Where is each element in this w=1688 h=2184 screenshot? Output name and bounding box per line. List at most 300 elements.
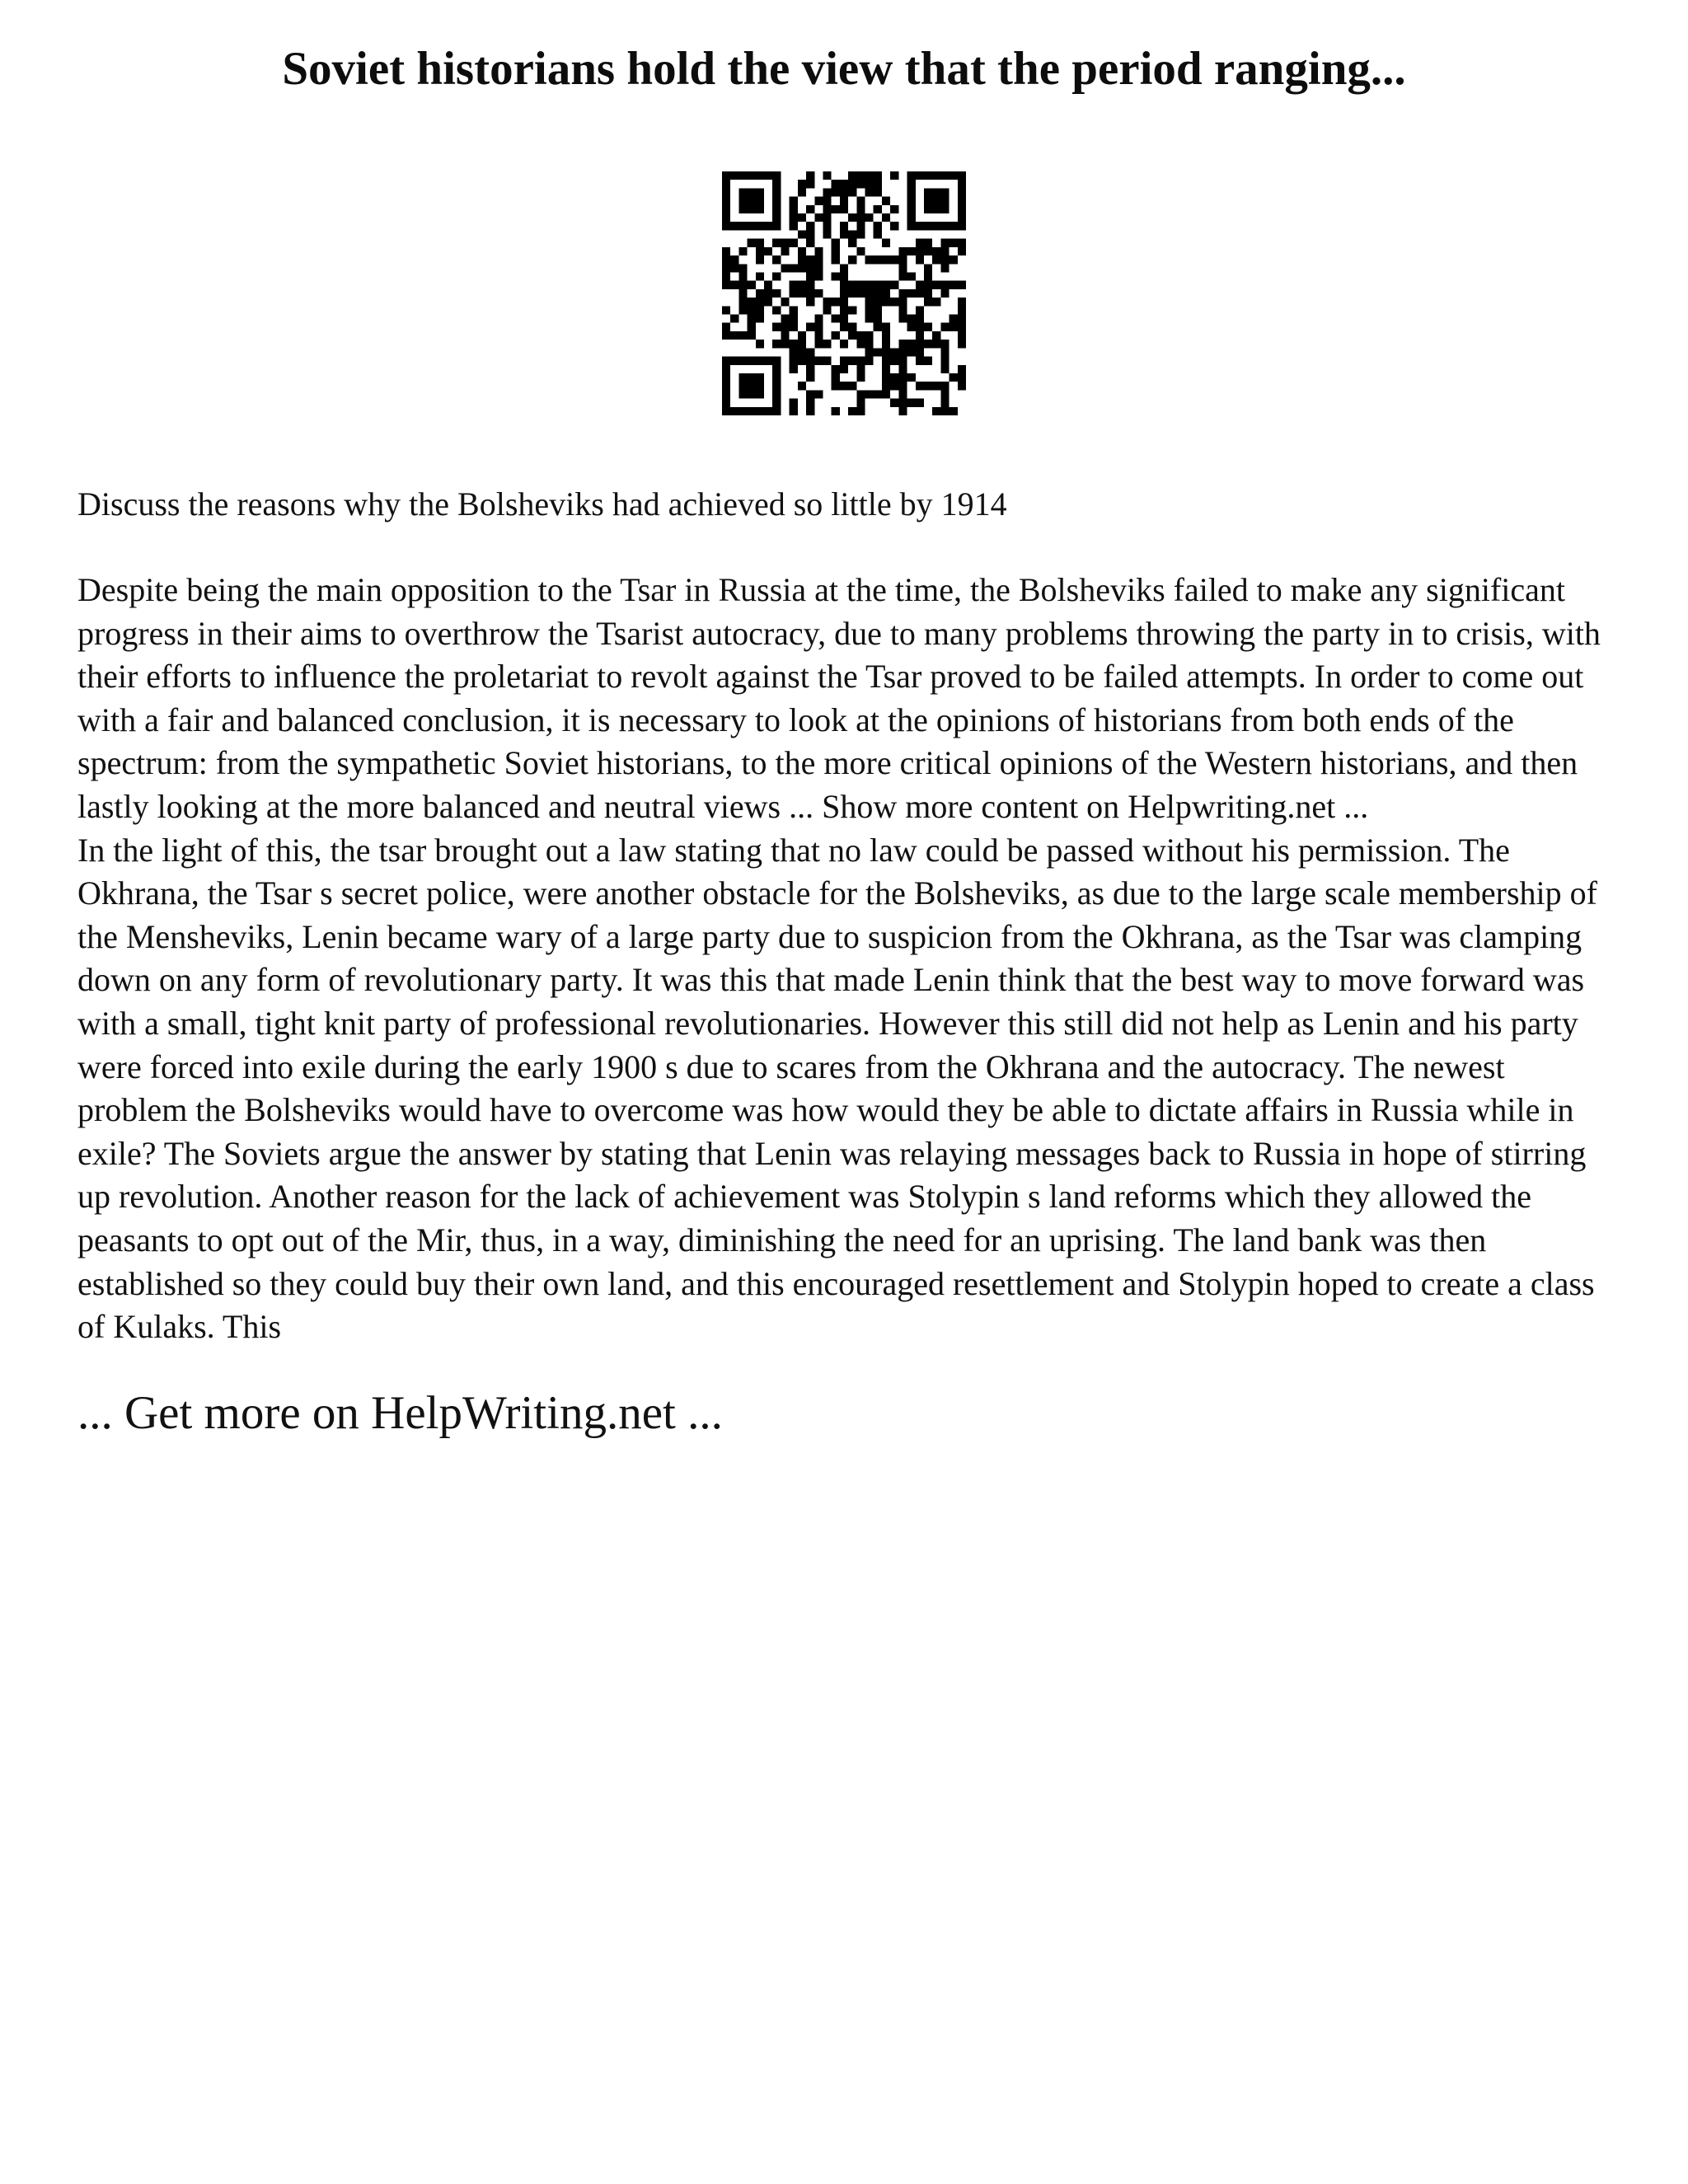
qr-module [856, 180, 865, 188]
essay-paragraph-1: Despite being the main opposition to the Tsar in Russia at the time, the Bolsheviks failed to make any significant progress in their aims to overthrow the Tsarist autocracy, due to many problems throwing the party in to crisis, with their efforts to influence the proletariat to revolt against the Tsar proved to be failed attempts. In order to come out with a fair and balanced conclusion, it is necessary to look at the opinions of historians from both ends of the spectrum: from the sympathetic Soviet historians, to the more critical opinions of the Western historians, and then lastly looking at the more balanced and neutral views ... Show more content on Helpwriting.net ... [77, 571, 1601, 825]
qr-module [940, 365, 949, 373]
qr-module [950, 323, 958, 331]
qr-module [950, 373, 958, 382]
qr-module [798, 247, 806, 255]
qr-module [814, 331, 823, 340]
qr-module [865, 390, 874, 398]
qr-module [756, 205, 764, 213]
qr-module [856, 331, 865, 340]
qr-module [790, 239, 798, 247]
qr-module [940, 323, 949, 331]
qr-module [882, 340, 890, 348]
qr-module [748, 382, 756, 390]
qr-module [798, 340, 806, 348]
qr-module [748, 357, 756, 365]
qr-module [832, 315, 840, 323]
qr-module [738, 382, 747, 390]
qr-module [772, 213, 781, 222]
qr-module [958, 247, 966, 255]
qr-module [823, 171, 831, 180]
qr-module [814, 272, 823, 280]
qr-module [907, 247, 916, 255]
qr-module [856, 373, 865, 382]
qr-module [781, 298, 789, 306]
qr-module [898, 407, 907, 415]
qr-module [722, 272, 730, 280]
qr-module [823, 205, 831, 213]
qr-module [874, 281, 882, 289]
qr-module [722, 323, 730, 331]
qr-module [958, 281, 966, 289]
qr-module [907, 205, 916, 213]
qr-module [806, 230, 814, 238]
qr-module [890, 255, 898, 264]
qr-module [814, 197, 823, 205]
qr-module [932, 222, 940, 230]
qr-module [832, 373, 840, 382]
qr-module [738, 306, 747, 314]
qr-module [738, 197, 747, 205]
qr-module [738, 264, 747, 272]
qr-module [806, 323, 814, 331]
qr-module [790, 365, 798, 373]
qr-module [748, 239, 756, 247]
qr-module [865, 281, 874, 289]
qr-module [823, 197, 831, 205]
qr-module [874, 348, 882, 356]
qr-module [865, 255, 874, 264]
qr-module [924, 188, 932, 196]
qr-module [738, 272, 747, 280]
qr-module [856, 171, 865, 180]
qr-module [924, 264, 932, 272]
qr-module [806, 373, 814, 382]
qr-module [958, 298, 966, 306]
qr-module [940, 255, 949, 264]
qr-module [907, 315, 916, 323]
qr-module [950, 407, 958, 415]
qr-module [874, 323, 882, 331]
qr-module [772, 239, 781, 247]
qr-module [874, 306, 882, 314]
qr-module [916, 340, 924, 348]
qr-module [932, 247, 940, 255]
qr-module [722, 197, 730, 205]
qr-module [832, 239, 840, 247]
qr-module [924, 298, 932, 306]
qr-module [738, 298, 747, 306]
qr-module [730, 331, 738, 340]
qr-module [882, 373, 890, 382]
qr-module [806, 348, 814, 356]
qr-module [772, 255, 781, 264]
qr-module [865, 306, 874, 314]
qr-module [832, 272, 840, 280]
qr-module [890, 357, 898, 365]
qr-module [748, 306, 756, 314]
qr-module [882, 213, 890, 222]
qr-code-container [77, 171, 1611, 415]
qr-module [882, 348, 890, 356]
qr-module [940, 348, 949, 356]
qr-module [958, 340, 966, 348]
qr-module [798, 255, 806, 264]
qr-module [907, 213, 916, 222]
qr-module [924, 239, 932, 247]
qr-module [722, 399, 730, 407]
qr-module [722, 222, 730, 230]
qr-module [772, 289, 781, 298]
qr-module [898, 247, 907, 255]
qr-module [848, 230, 856, 238]
qr-module [748, 298, 756, 306]
qr-module [748, 197, 756, 205]
qr-module [722, 407, 730, 415]
qr-module [814, 213, 823, 222]
qr-module [798, 188, 806, 196]
essay-question: Discuss the reasons why the Bolsheviks had achieved so little by 1914 [77, 485, 1007, 523]
qr-module [730, 255, 738, 264]
qr-module [940, 239, 949, 247]
qr-module [874, 205, 882, 213]
qr-module [772, 382, 781, 390]
qr-module [865, 188, 874, 196]
qr-module [882, 298, 890, 306]
qr-module [781, 323, 789, 331]
qr-module [865, 340, 874, 348]
qr-module [874, 230, 882, 238]
qr-module [958, 188, 966, 196]
qr-module [748, 315, 756, 323]
qr-module [856, 399, 865, 407]
qr-module [958, 365, 966, 373]
qr-module [898, 272, 907, 280]
qr-module [848, 407, 856, 415]
qr-module [814, 264, 823, 272]
qr-module [916, 315, 924, 323]
qr-module [890, 281, 898, 289]
qr-module [916, 281, 924, 289]
qr-module [738, 289, 747, 298]
qr-module [738, 222, 747, 230]
qr-module [874, 222, 882, 230]
qr-module [798, 348, 806, 356]
qr-module [907, 348, 916, 356]
qr-module [832, 365, 840, 373]
qr-module [882, 365, 890, 373]
qr-module [790, 315, 798, 323]
qr-module [874, 255, 882, 264]
qr-module [898, 264, 907, 272]
qr-module [865, 298, 874, 306]
qr-module [940, 264, 949, 272]
qr-module [890, 399, 898, 407]
qr-module [806, 171, 814, 180]
qr-module [798, 357, 806, 365]
qr-module [738, 205, 747, 213]
qr-module [806, 365, 814, 373]
qr-module [865, 348, 874, 356]
qr-module [772, 197, 781, 205]
qr-module [916, 399, 924, 407]
qr-module [882, 255, 890, 264]
qr-module [790, 222, 798, 230]
qr-module [958, 239, 966, 247]
qr-module [790, 213, 798, 222]
qr-module [848, 255, 856, 264]
qr-module [814, 289, 823, 298]
qr-module [840, 289, 848, 298]
qr-module [940, 357, 949, 365]
qr-module [882, 197, 890, 205]
qr-module [916, 348, 924, 356]
qr-module [865, 213, 874, 222]
qr-module [790, 281, 798, 289]
qr-module [840, 222, 848, 230]
qr-module [916, 171, 924, 180]
qr-module [790, 264, 798, 272]
qr-module [790, 357, 798, 365]
qr-module [924, 289, 932, 298]
qr-module [756, 171, 764, 180]
qr-module [890, 222, 898, 230]
qr-module [764, 171, 772, 180]
qr-module [907, 197, 916, 205]
qr-module [940, 247, 949, 255]
qr-module [790, 407, 798, 415]
qr-module [916, 323, 924, 331]
qr-module [848, 289, 856, 298]
qr-module [722, 255, 730, 264]
qr-module [814, 315, 823, 323]
qr-module [924, 272, 932, 280]
qr-module [848, 180, 856, 188]
qr-module [958, 373, 966, 382]
qr-module [790, 197, 798, 205]
qr-module [856, 197, 865, 205]
qr-module [790, 205, 798, 213]
qr-module [950, 281, 958, 289]
qr-module [738, 373, 747, 382]
qr-module [738, 171, 747, 180]
qr-module [856, 340, 865, 348]
qr-module [950, 222, 958, 230]
qr-module [798, 281, 806, 289]
qr-module [722, 306, 730, 314]
qr-module [907, 188, 916, 196]
qr-module [898, 340, 907, 348]
qr-module [865, 315, 874, 323]
qr-module [932, 298, 940, 306]
qr-module [882, 357, 890, 365]
qr-module [848, 188, 856, 196]
qr-module [840, 205, 848, 213]
qr-module [806, 390, 814, 398]
qr-module [856, 281, 865, 289]
qr-module [840, 180, 848, 188]
qr-module [856, 213, 865, 222]
qr-module [916, 357, 924, 365]
qr-module [865, 180, 874, 188]
qr-module [832, 382, 840, 390]
qr-module [730, 171, 738, 180]
qr-module [823, 357, 831, 365]
qr-module [940, 205, 949, 213]
qr-module [890, 348, 898, 356]
qr-module [882, 239, 890, 247]
qr-module [781, 247, 789, 255]
qr-module [772, 188, 781, 196]
qr-module [958, 197, 966, 205]
qr-module [722, 281, 730, 289]
qr-module [806, 255, 814, 264]
qr-module [738, 357, 747, 365]
qr-module [958, 222, 966, 230]
qr-module [898, 348, 907, 356]
qr-module [798, 264, 806, 272]
qr-module [806, 289, 814, 298]
qr-module [924, 382, 932, 390]
qr-module [814, 255, 823, 264]
qr-module [924, 340, 932, 348]
qr-module [874, 315, 882, 323]
qr-module [738, 281, 747, 289]
qr-module [798, 382, 806, 390]
qr-module [772, 407, 781, 415]
qr-module [832, 407, 840, 415]
qr-module [874, 289, 882, 298]
qr-module [856, 365, 865, 373]
qr-module [772, 272, 781, 280]
qr-module [848, 323, 856, 331]
qr-module [932, 171, 940, 180]
qr-module [722, 213, 730, 222]
qr-module [907, 373, 916, 382]
qr-module [748, 281, 756, 289]
qr-module [748, 171, 756, 180]
qr-module [748, 323, 756, 331]
qr-module [856, 247, 865, 255]
qr-module [798, 213, 806, 222]
qr-module [756, 390, 764, 398]
qr-module [907, 222, 916, 230]
qr-module [832, 247, 840, 255]
qr-module [730, 315, 738, 323]
qr-module [916, 289, 924, 298]
qr-module [940, 340, 949, 348]
qr-module [940, 222, 949, 230]
qr-module [806, 298, 814, 306]
qr-module [806, 205, 814, 213]
qr-module [756, 306, 764, 314]
qr-module [756, 357, 764, 365]
qr-module [958, 213, 966, 222]
qr-module [907, 171, 916, 180]
qr-module [940, 390, 949, 398]
qr-module [848, 239, 856, 247]
qr-module [790, 348, 798, 356]
qr-module [730, 357, 738, 365]
qr-module [916, 222, 924, 230]
qr-module [898, 289, 907, 298]
qr-module [823, 188, 831, 196]
qr-module [832, 255, 840, 264]
qr-module [840, 315, 848, 323]
qr-module [738, 390, 747, 398]
qr-module [756, 247, 764, 255]
qr-module [772, 340, 781, 348]
qr-module [832, 331, 840, 340]
qr-module [823, 230, 831, 238]
qr-module [756, 340, 764, 348]
qr-module [940, 382, 949, 390]
qr-module [722, 171, 730, 180]
qr-module [916, 382, 924, 390]
qr-module [924, 205, 932, 213]
qr-module [932, 197, 940, 205]
qr-module [898, 382, 907, 390]
qr-module [756, 315, 764, 323]
qr-module [958, 323, 966, 331]
qr-module [848, 306, 856, 314]
qr-module [882, 382, 890, 390]
qr-module [898, 298, 907, 306]
qr-module [840, 340, 848, 348]
qr-module [924, 357, 932, 365]
qr-module [898, 357, 907, 365]
qr-module [932, 188, 940, 196]
qr-module [772, 399, 781, 407]
qr-module [806, 357, 814, 365]
qr-module [722, 382, 730, 390]
qr-module [916, 306, 924, 314]
qr-module [958, 180, 966, 188]
qr-module [950, 171, 958, 180]
qr-module [764, 289, 772, 298]
qr-module [823, 340, 831, 348]
qr-module [806, 399, 814, 407]
qr-module [882, 289, 890, 298]
qr-module [907, 272, 916, 280]
qr-module [958, 331, 966, 340]
qr-module [832, 298, 840, 306]
get-more-link[interactable]: ... Get more on HelpWriting.net ... [77, 1386, 723, 1439]
qr-module [832, 188, 840, 196]
qr-module [950, 239, 958, 247]
qr-module [848, 382, 856, 390]
qr-module [722, 357, 730, 365]
qr-module [756, 373, 764, 382]
qr-module [940, 188, 949, 196]
qr-module [748, 373, 756, 382]
qr-module [806, 180, 814, 188]
qr-module [772, 390, 781, 398]
qr-module [840, 197, 848, 205]
qr-module [856, 205, 865, 213]
qr-module [748, 390, 756, 398]
qr-module [764, 281, 772, 289]
qr-module [848, 213, 856, 222]
qr-module [781, 239, 789, 247]
qr-module [748, 407, 756, 415]
qr-module [916, 239, 924, 247]
qr-module [950, 255, 958, 264]
qr-module [756, 255, 764, 264]
qr-module [722, 390, 730, 398]
qr-module [924, 281, 932, 289]
qr-module [882, 323, 890, 331]
qr-module [856, 390, 865, 398]
